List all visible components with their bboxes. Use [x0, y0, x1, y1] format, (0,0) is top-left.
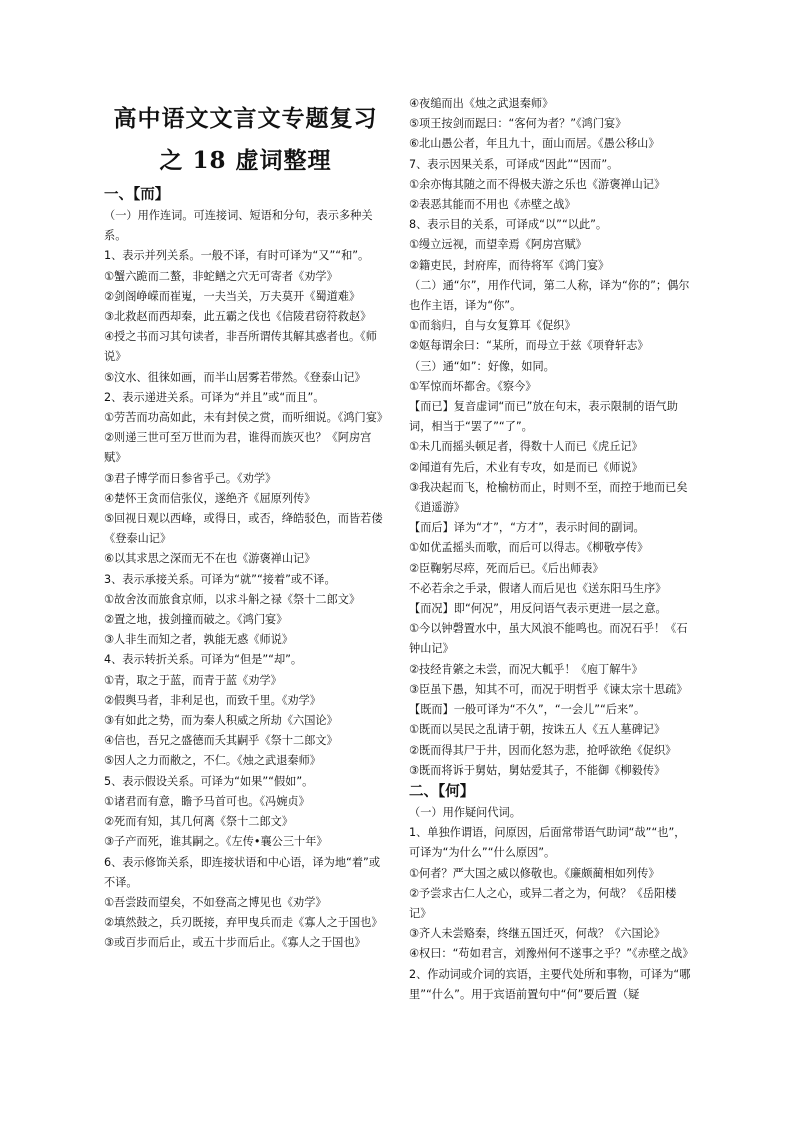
text-line: 7、表示因果关系，可译成“因此”“因而”。	[409, 157, 619, 171]
text-line: ④夜缒而出《烛之武退秦师》	[409, 97, 554, 110]
text-line: 5、表示假设关系。可译为“如果”“假如”。	[104, 774, 314, 788]
document-title-line1: 高中语文文言文专题复习	[113, 105, 378, 132]
text-line: ②臣鞠躬尽瘁，死而后已。《后出师表》	[409, 561, 604, 575]
text-line: ②假舆马者，非利足也，而致千里。《劝学》	[104, 693, 321, 707]
text-line: 不必若余之手录，假诸人而后见也《送东阳马生序》	[409, 581, 667, 595]
text-line: 2、表示递进关系。可译为“并且”或“而且”。	[104, 390, 325, 404]
text-line: ⑥北山愚公者，年且九十，面山而居。《愚公移山》	[409, 137, 660, 151]
text-line: ④授之书而习其句读者，非吾所谓传其解其惑者也。《师说》	[104, 330, 377, 364]
text-line: ③或百步而后止，或五十步而后止。《寡人之于国也》	[104, 936, 366, 950]
left-column	[104, 98, 387, 954]
text-line: （二）通“尔”，用作代词，第二人称，译为“你的”；偶尔也作主语，译为“你”。	[409, 278, 690, 313]
text-line: ⑤项王按剑而跽曰：“客何为者？”《鸿门宴》	[409, 117, 627, 131]
text-line: ④信也，吾兄之盛德而夭其嗣乎《祭十二郎文》	[104, 734, 338, 748]
text-line: ③子产而死，谁其嗣之。《左传•襄公三十年》	[104, 835, 328, 849]
text-line: ③人非生而知之者，孰能无惑《师说》	[104, 633, 294, 647]
text-line: ②既而得其尸于井，因而化怒为悲，抢呼欲绝《促织》	[409, 743, 677, 757]
text-line: ④权曰：“苟如君言，刘豫州何不遂事之乎？”《赤壁之战》	[409, 947, 694, 961]
right-column	[409, 94, 692, 1005]
text-line: ③有如此之势，而为秦人积威之所劫《六国论》	[104, 714, 338, 728]
text-line: 【既而】一般可译为“不久”，“一会儿”“后来”。	[409, 703, 646, 717]
section-heading: 一、【而】	[104, 187, 170, 203]
text-line: ①今以钟磬置水中，虽大风浪不能鸣也。而况石乎！《石钟山记》	[409, 622, 688, 656]
text-line: ④楚怀王贪而信张仪，遂绝齐《屈原列传》	[104, 491, 316, 505]
text-line: ③既而将诉于舅姑，舅姑爱其子，不能御《柳毅传》	[409, 763, 666, 777]
text-line: 6、表示修饰关系，即连接状语和中心语，译为地“着”或不译。	[104, 855, 381, 889]
text-line: 【而况】即“何况”，用反问语气表示更进一层之意。	[409, 602, 667, 616]
text-line: 1、单独作谓语，问原因，后面常带语气助词“哉”“也”，可译为“为什么”“什么原因”。	[409, 826, 686, 860]
text-line: ②表恶其能而不用也《赤壁之战》	[409, 198, 576, 212]
text-line: ③君子博学而日参省乎己。《劝学》	[104, 471, 277, 485]
text-line: ①何者？严大国之威以修敬也。《廉颇蔺相如列传》	[409, 866, 660, 880]
text-line: ②填然鼓之，兵刃既接，弃甲曳兵而走《寡人之于国也》	[104, 916, 383, 930]
text-line: 2、作动词或介词的宾语，主要代处所和事物，可译为“哪里”“什么”。用于宾语前置句中“何”要后置（疑	[409, 967, 691, 1001]
text-line: ①而翁归，自与女复算耳《促织》	[409, 319, 576, 333]
text-line: ②妪每谓余曰：“某所，而母立于兹《项脊轩志》	[409, 339, 649, 353]
text-line: ①蟹六跪而二螯，非蛇鳝之穴无可寄者《劝学》	[104, 269, 338, 283]
text-line: 8、表示目的关系，可译成“以”“以此”。	[409, 218, 608, 232]
text-line: ⑤回视日观以西峰，或得日，或否，绛皓驳色，而皆若偻《登泰山记》	[104, 512, 383, 546]
text-line: ①如优孟摇头而歌，而后可以得志。《柳敬亭传》	[409, 541, 649, 555]
text-line: ②则递三世可至万世而为君，谁得而族灭也？《阿房宫赋》	[104, 431, 372, 465]
text-line: ③臣虽下愚，知其不可，而况于明哲乎《谏太宗十思疏》	[409, 682, 688, 696]
right-column-body	[409, 94, 692, 1005]
text-line: ③齐人未尝赂秦，终继五国迁灭，何哉？《六国论》	[409, 927, 666, 941]
text-line: ①青，取之于蓝，而青于蓝《劝学》	[104, 673, 282, 687]
text-line: ②予尝求古仁人之心，或异二者之为，何哉？《岳阳楼记》	[409, 886, 677, 920]
section-heading: 二、【何】	[409, 783, 475, 800]
text-line: ①既而以吴民之乱请于朝，按诛五人《五人墓碑记》	[409, 723, 666, 737]
text-line: ①缦立远视，而望幸焉《阿房宫赋》	[409, 238, 587, 252]
text-line: ②剑阁峥嵘而崔嵬，一夫当关，万夫莫开《蜀道难》	[104, 289, 361, 303]
left-column-body	[104, 184, 387, 954]
text-line: ②技经肯綮之未尝，而况大軱乎！《庖丁解牛》	[409, 662, 643, 676]
text-line: ①军惊而坏都舍。《察今》	[409, 379, 537, 393]
text-line: ①未几而摇头顿足者，得数十人而已《虎丘记》	[409, 440, 643, 454]
text-line: （三）通“如”：好像，如同。	[409, 359, 555, 373]
text-line: ②置之地，拔剑撞而破之。《鸿门宴》	[104, 613, 288, 627]
text-line: 【而后】译为“才”，“方才”，表示时间的副词。	[409, 521, 645, 535]
text-line: 4、表示转折关系。可译为“但是”“却”。	[104, 653, 303, 667]
text-line: ⑥以其求思之深而无不在也《游褒禅山记》	[104, 552, 316, 566]
text-line: ①吾尝跂而望矣，不如登高之博见也《劝学》	[104, 895, 327, 909]
text-line: 1、表示并列关系。一般不译，有时可译为“又”“和”。	[104, 249, 370, 263]
text-line: 【而已】复音虚词“而已”放在句末，表示限制的语气助词，相当于“罢了”“了”。	[409, 400, 678, 434]
text-line: ②闻道有先后，术业有专攻，如是而已《师说》	[409, 460, 643, 474]
text-line: ①余亦悔其随之而不得极夫游之乐也《游褒禅山记》	[409, 177, 666, 191]
text-line: （一）用作疑问代词。	[409, 805, 521, 819]
text-line: ⑤因人之力而敝之，不仁。《烛之武退秦师》	[104, 754, 321, 768]
text-line: ②籍吏民，封府库，而待将军《鸿门宴》	[409, 258, 610, 272]
text-line: ③北救赵而西却秦，此五霸之伐也《信陵君窃符救赵》	[104, 310, 372, 324]
document-title-line2: 之 18 虚词整理	[159, 147, 332, 174]
text-line: 3、表示承接关系。可译为“就”“接着”或不译。	[104, 572, 336, 586]
text-line: （一）用作连词。可连接词、短语和分句，表示多种关系。	[104, 209, 373, 243]
text-line: ①诸君而有意，瞻予马首可也。《冯婉贞》	[104, 794, 310, 808]
text-line: ③我决起而飞，枪榆枋而止，时则不至，而控于地而已矣《逍遥游》	[409, 480, 688, 515]
text-line: ⑤汶水、徂徕如画，而半山居雾若带然。《登泰山记》	[104, 370, 366, 384]
text-line: ①劳苦而功高如此，未有封侯之赏，而听细说。《鸿门宴》	[104, 411, 389, 425]
text-line: ②死而有知，其几何离《祭十二郎文》	[104, 815, 294, 829]
text-line: ①故舍汝而旅食京师，以求斗斛之禄《祭十二郎文》	[104, 592, 361, 606]
